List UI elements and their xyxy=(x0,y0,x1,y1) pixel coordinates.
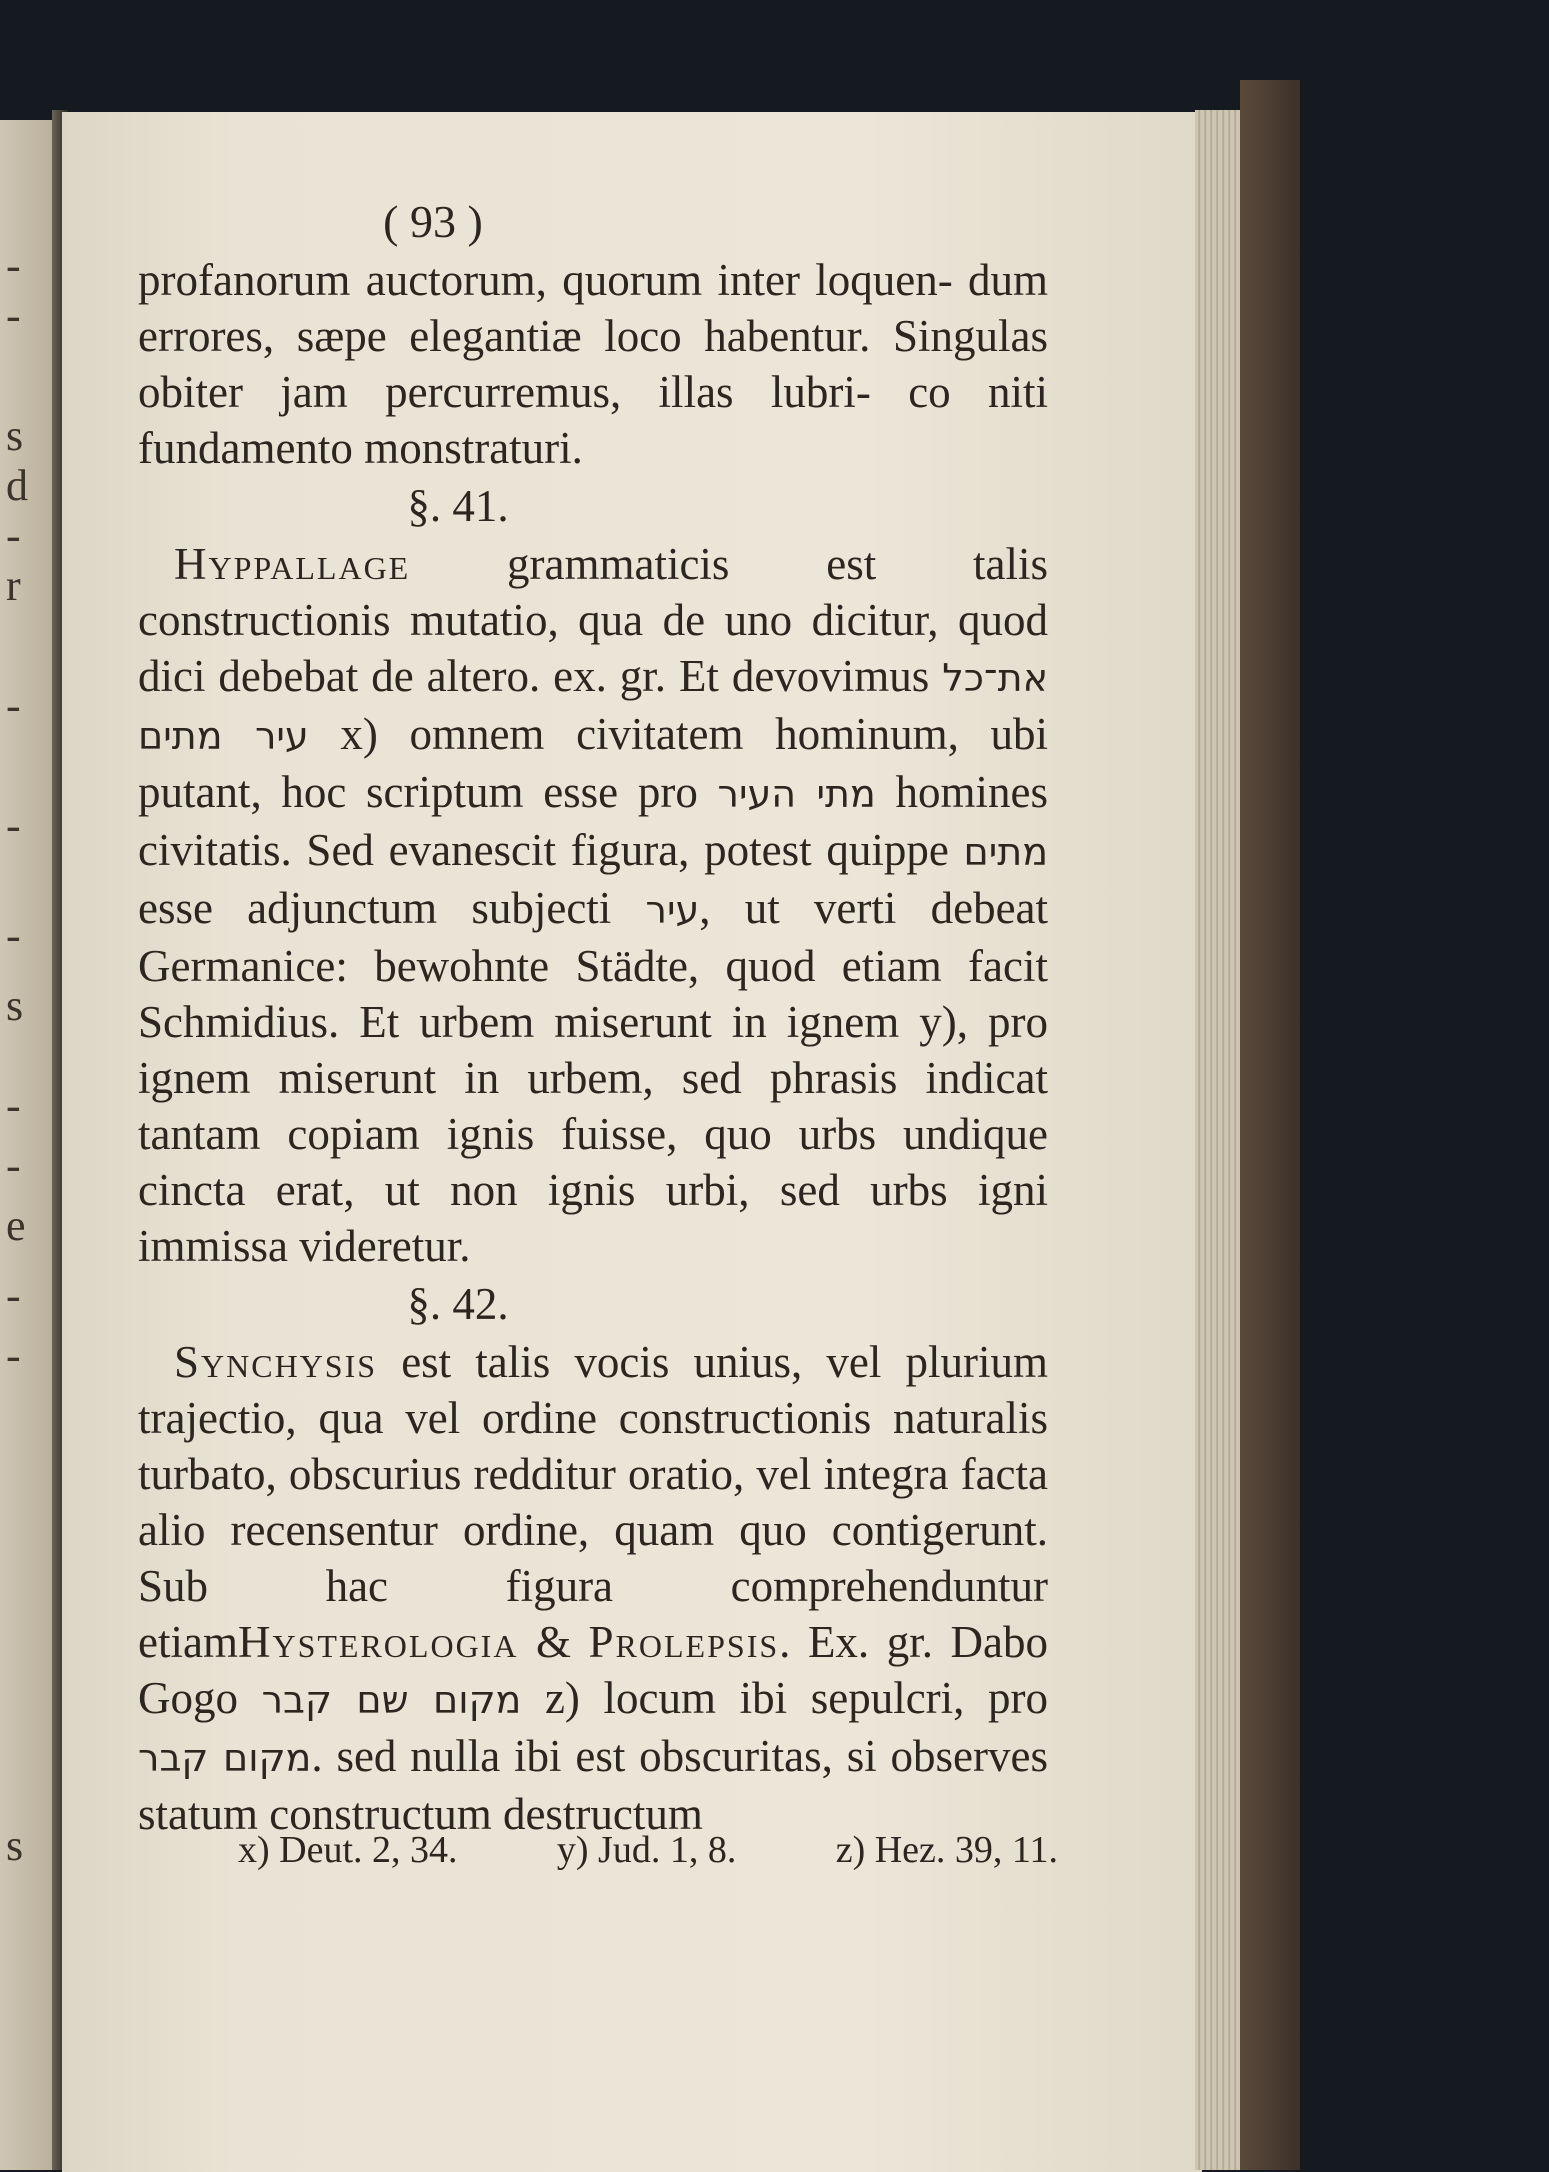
left-page-mark: - xyxy=(6,1271,21,1320)
section-heading-41: §. 41. xyxy=(407,481,509,531)
section-text: z) locum ibi sepulcri, pro xyxy=(544,1673,1049,1723)
left-page-mark: - xyxy=(6,241,21,290)
text-line: dum errores, sæpe elegantiæ loco habentur. xyxy=(138,255,1049,361)
section-text: est talis vocis unius, vel plurium trajectio, qua vel ordine constructionis naturalis turbato, obscurius redditur oratio, vel integra facta alio recensentur ordine, quam quo contigerunt. Sub hac figura comprehenduntur etiam xyxy=(138,1337,1049,1667)
paragraph-synchysis xyxy=(138,1334,1048,1842)
section-text: x) omnem civitatem hominum, ubi putant, hoc scriptum esse pro xyxy=(138,709,1049,817)
left-page-mark: - xyxy=(6,1141,21,1190)
footnote: x) Deut. 2, 34. xyxy=(238,1829,458,1871)
hebrew-phrase: מקום שם קבר xyxy=(261,1678,522,1722)
section-text: . sed nulla ibi est obscuritas, si observes statum constructum destructum xyxy=(138,1731,1049,1839)
left-page-mark: - xyxy=(6,1331,21,1380)
hebrew-phrase: מתים xyxy=(963,830,1048,874)
term-synchysis: Synchysis xyxy=(174,1337,378,1387)
section-heading-42: §. 42. xyxy=(407,1279,509,1329)
text-line: Singulas obiter jam percurremus, illas lubri- xyxy=(138,311,1048,417)
paragraph-hyppallage xyxy=(138,536,1048,1274)
left-page-mark: - xyxy=(6,801,21,850)
text-line: co niti fundamento monstraturi. xyxy=(138,367,1048,473)
book-cover xyxy=(1240,80,1300,2170)
ampersand: & xyxy=(518,1617,589,1667)
section-text: , ut verti debeat Germanice: bewohnte Städte, quod etiam facit Schmidius. Et urbem miserunt in ignem y), pro ignem miserunt in urbem, sed phrasis indicat tantam copiam ignis fuisse, quo urbs undique cincta erat, ut non ignis urbi, sed urbs igni immissa videretur. xyxy=(138,883,1049,1271)
term-prolepsis: Prolepsis xyxy=(588,1617,780,1667)
section-text: grammaticis est talis constructionis mutatio, qua de uno dicitur, quod dici debebat de altero. ex. gr. Et devovimus xyxy=(138,539,1048,701)
section-text: homines civitatis. Sed evanescit figura, potest quippe xyxy=(138,767,1049,875)
left-page-mark: s xyxy=(6,411,24,460)
section-text: esse adjunctum subjecti xyxy=(138,883,612,933)
left-page-edge xyxy=(0,120,60,2170)
page-text xyxy=(138,192,1048,1842)
left-page-mark: - xyxy=(6,681,21,730)
section-text: . Ex. gr. Dabo Gogo xyxy=(138,1617,1048,1723)
hebrew-phrase: מקום קבר xyxy=(138,1736,312,1780)
left-page-mark: - xyxy=(6,511,21,560)
left-page-mark: s xyxy=(6,1821,24,1870)
paragraph-intro xyxy=(138,252,1048,476)
left-page-mark: r xyxy=(6,561,21,610)
hebrew-phrase: עיר xyxy=(645,888,700,932)
left-page-mark: e xyxy=(6,1201,26,1250)
term-hysterologia: Hysterologia xyxy=(237,1617,519,1667)
text-line: profanorum auctorum, quorum inter loquen- xyxy=(138,255,953,305)
page-edges xyxy=(1195,110,1243,2170)
left-page-mark: - xyxy=(6,911,21,960)
footnote: z) Hez. 39, 11. xyxy=(835,1829,1058,1871)
left-page-mark: - xyxy=(6,1081,21,1130)
footnotes xyxy=(238,1828,1058,1872)
footnote: y) Jud. 1, 8. xyxy=(556,1829,737,1871)
hebrew-phrase: את־כל עיר מתים xyxy=(138,656,1049,758)
term-hyppallage: Hyppallage xyxy=(174,539,411,589)
hebrew-phrase: מתי העיר xyxy=(717,772,876,816)
page-number: ( 93 ) xyxy=(383,196,483,247)
left-page-mark: d xyxy=(6,461,28,510)
left-page-mark: - xyxy=(6,291,21,340)
left-page-mark: s xyxy=(6,981,24,1030)
